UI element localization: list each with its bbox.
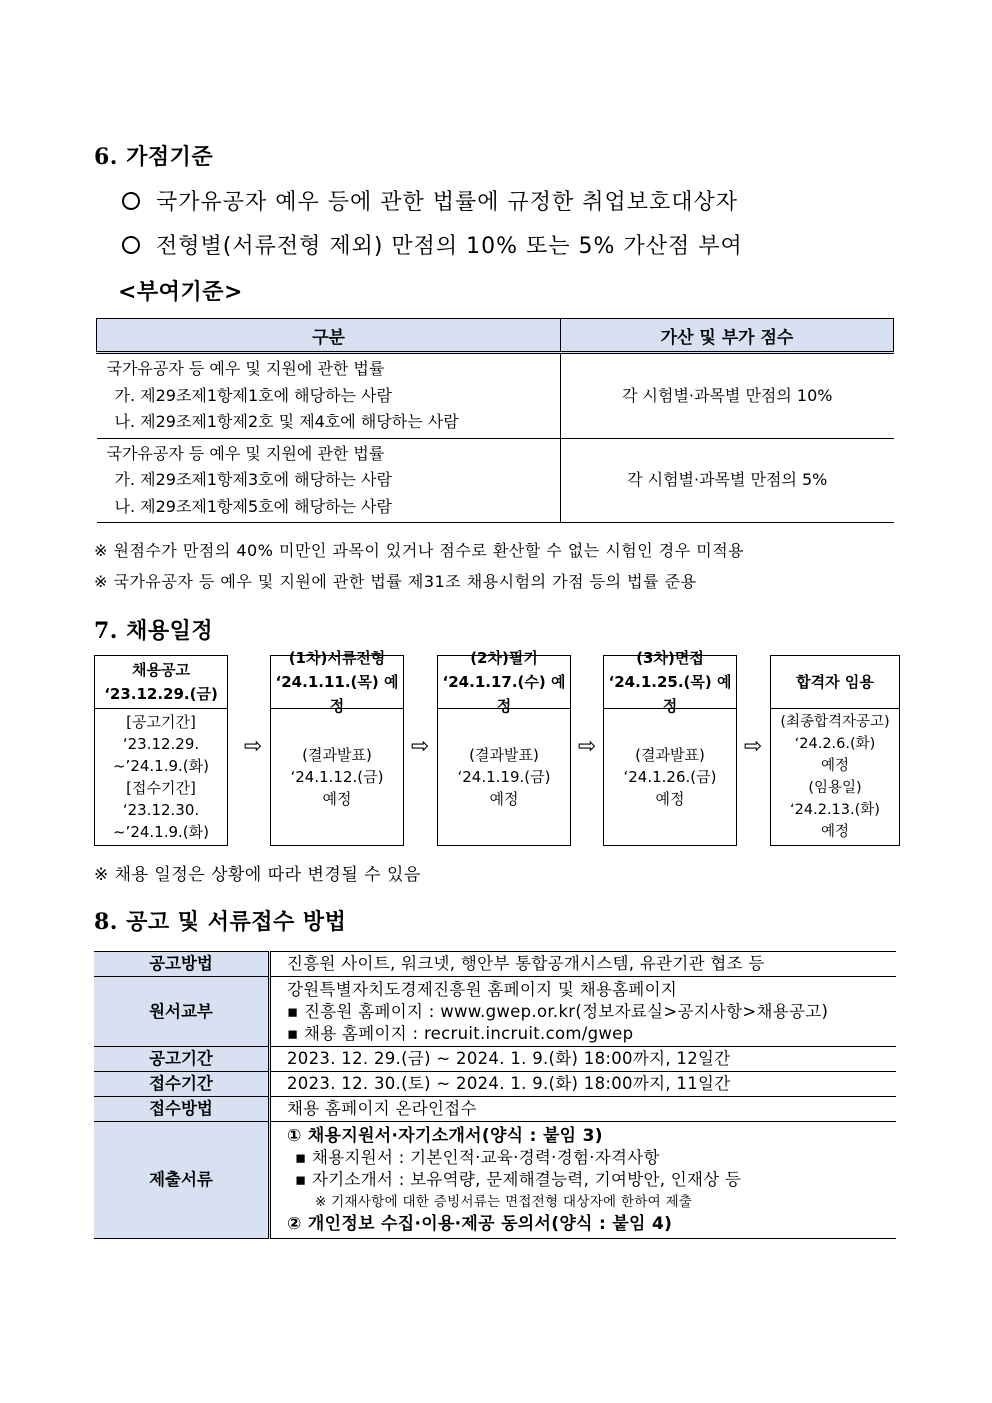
circle-bullet-icon [122,192,140,210]
criteria-cell [97,353,561,439]
step-header [95,656,227,709]
criteria-line: 가. 제29조제1항제1호에 해당하는 사람 [114,385,392,405]
step-line: ‘23.12.29. [122,735,200,753]
score-cell: 각 시험별·과목별 만점의 5% [561,438,894,523]
right-arrow-icon: ⇨ [743,734,763,759]
header-category: 구분 [97,319,561,353]
step-title: 채용공고 [132,661,190,679]
step-date: ‘24.1.11.(목) 예정 [275,673,399,715]
criteria-line: 나. 제29조제1항제2호 및 제4호에 해당하는 사람 [114,412,459,431]
step-date: ‘23.12.29.(금) [104,685,218,703]
value-line: ▪ 자기소개서 : 보유역량, 문제해결능력, 기여방안, 인재상 등 [295,1170,742,1189]
schedule-step-appointment [770,655,900,846]
row-label: 접수방법 [94,1097,270,1122]
row-label: 접수기간 [94,1072,270,1097]
schedule-note: ※ 채용 일정은 상황에 따라 변경될 수 있음 [94,865,421,885]
row-label: 제출서류 [94,1122,270,1239]
value-line: 강원특별자치도경제진흥원 홈페이지 및 채용홈페이지 [287,979,678,999]
value-line: ① 채용지원서·자기소개서(양식 : 붙임 3) [287,1126,603,1146]
header-score: 가산 및 부가 점수 [561,319,894,353]
criteria-cell [97,438,561,523]
step-line: (결과발표) [302,746,372,764]
table-row [97,353,894,439]
step-header [438,649,570,715]
table-row [94,1097,896,1122]
step-title: (1차)서류전형 [288,649,386,667]
step-body [438,709,570,845]
section-6-title: 6. 가점기준 [94,144,214,170]
row-label: 공고방법 [94,952,270,977]
right-arrow-icon: ⇨ [577,734,597,759]
step-line: (결과발표) [635,746,705,764]
table-header-row [97,319,894,353]
step-title: (3차)면접 [636,649,704,667]
value-line: ▪ 채용 홈페이지 : recruit.incruit.com/gwep [287,1023,634,1043]
value-line: ※ 기재사항에 대한 증빙서류는 면접전형 대상자에 한하여 제출 [315,1194,693,1210]
step-header [771,656,899,709]
table-row [94,977,896,1047]
table-row [94,1072,896,1097]
row-label: 공고기간 [94,1047,270,1072]
step-line: ‘24.1.26.(금) [623,768,717,786]
step-line: (결과발표) [469,746,539,764]
bullet-text: 국가유공자 예우 등에 관한 법률에 규정한 취업보호대상자 [156,190,739,215]
row-value [270,977,897,1047]
note-text: ※ 원점수가 만점의 40% 미만인 과목이 있거나 점수로 환산할 수 없는 시험인 경우 미적용 [94,541,745,560]
circle-bullet-icon [122,236,140,254]
schedule-step-written-exam [437,649,571,846]
step-line: 예정 [489,790,519,808]
section-8-title: 8. 공고 및 서류접수 방법 [94,909,347,935]
table-row [94,952,896,977]
table-row [97,438,894,523]
right-arrow-icon: ⇨ [410,734,430,759]
step-title: (2차)필기 [470,649,538,667]
schedule-step-announcement [94,655,228,846]
step-header [604,649,736,715]
score-cell: 각 시험별·과목별 만점의 10% [561,353,894,439]
value-line: ② 개인정보 수집·이용·제공 동의서(양식 : 붙임 4) [287,1214,673,1234]
step-line: [접수기간] [126,779,196,797]
criteria-line: 가. 제29조제1항제3호에 해당하는 사람 [114,470,392,489]
schedule-step-document-screening [270,649,404,846]
step-line: (임용일) [808,780,862,796]
step-line: 예정 [322,790,352,808]
table-row [94,1047,896,1072]
right-arrow-icon: ⇨ [243,734,263,759]
step-date: ‘24.1.17.(수) 예정 [442,673,566,715]
row-value: 진흥원 사이트, 워크넷, 행안부 통합공개시스템, 유관기관 협조 등 [270,952,897,977]
row-value: 2023. 12. 30.(토) ~ 2024. 1. 9.(화) 18:00까지, 11일간 [270,1072,897,1097]
step-line: (최종합격자공고) [780,714,890,730]
step-title: 합격자 임용 [796,673,874,691]
bonus-criteria-table [96,318,894,523]
bullet-text: 전형별(서류전형 제외) 만점의 10% 또는 5% 가산점 부여 [156,234,743,259]
bullet-item [122,229,743,260]
section-7-title: 7. 채용일정 [94,618,214,644]
step-header [271,649,403,715]
step-line: ‘24.2.13.(화) [790,802,880,818]
step-line: 예정 [820,758,849,774]
step-line: [공고기간] [126,713,196,731]
criteria-line: 국가유공자 등 예우 및 지원에 관한 법률 [106,443,385,463]
value-line: ▪ 진흥원 홈페이지 : www.gwep.or.kr(정보자료실>공지사항>채용공고) [287,1001,829,1021]
step-line: ‘24.1.12.(금) [290,768,384,786]
row-label: 원서교부 [94,977,270,1047]
step-line: ‘24.2.6.(화) [794,736,876,752]
criteria-line: 국가유공자 등 예우 및 지원에 관한 법률 [106,359,385,378]
row-value [270,1122,897,1239]
step-body [604,709,736,845]
step-line: ~’24.1.9.(화) [112,823,209,841]
note-text: ※ 국가유공자 등 예우 및 지원에 관한 법률 제31조 채용시험의 가점 등의 법률 준용 [94,572,697,591]
criteria-line: 나. 제29조제1항제5호에 해당하는 사람 [114,496,392,516]
step-date: ‘24.1.25.(목) 예정 [608,673,732,715]
schedule-step-interview [603,649,737,846]
row-value: 채용 홈페이지 온라인접수 [270,1097,897,1122]
step-line: ‘24.1.19.(금) [457,768,551,786]
step-line: ‘23.12.30. [122,801,200,819]
value-line: ▪ 채용지원서 : 기본인적·교육·경력·경험·자격사항 [295,1148,660,1167]
application-method-table [94,951,896,1239]
step-body [771,709,899,845]
step-body [95,709,227,845]
step-line: ~’24.1.9.(화) [112,757,209,775]
bullet-item [122,185,738,216]
table-row [94,1122,896,1239]
step-line: 예정 [655,790,685,808]
row-value: 2023. 12. 29.(금) ~ 2024. 1. 9.(화) 18:00까지, 12일간 [270,1047,897,1072]
step-body [271,709,403,845]
criteria-subtitle: <부여기준> [118,279,243,305]
step-line: 예정 [820,824,849,840]
